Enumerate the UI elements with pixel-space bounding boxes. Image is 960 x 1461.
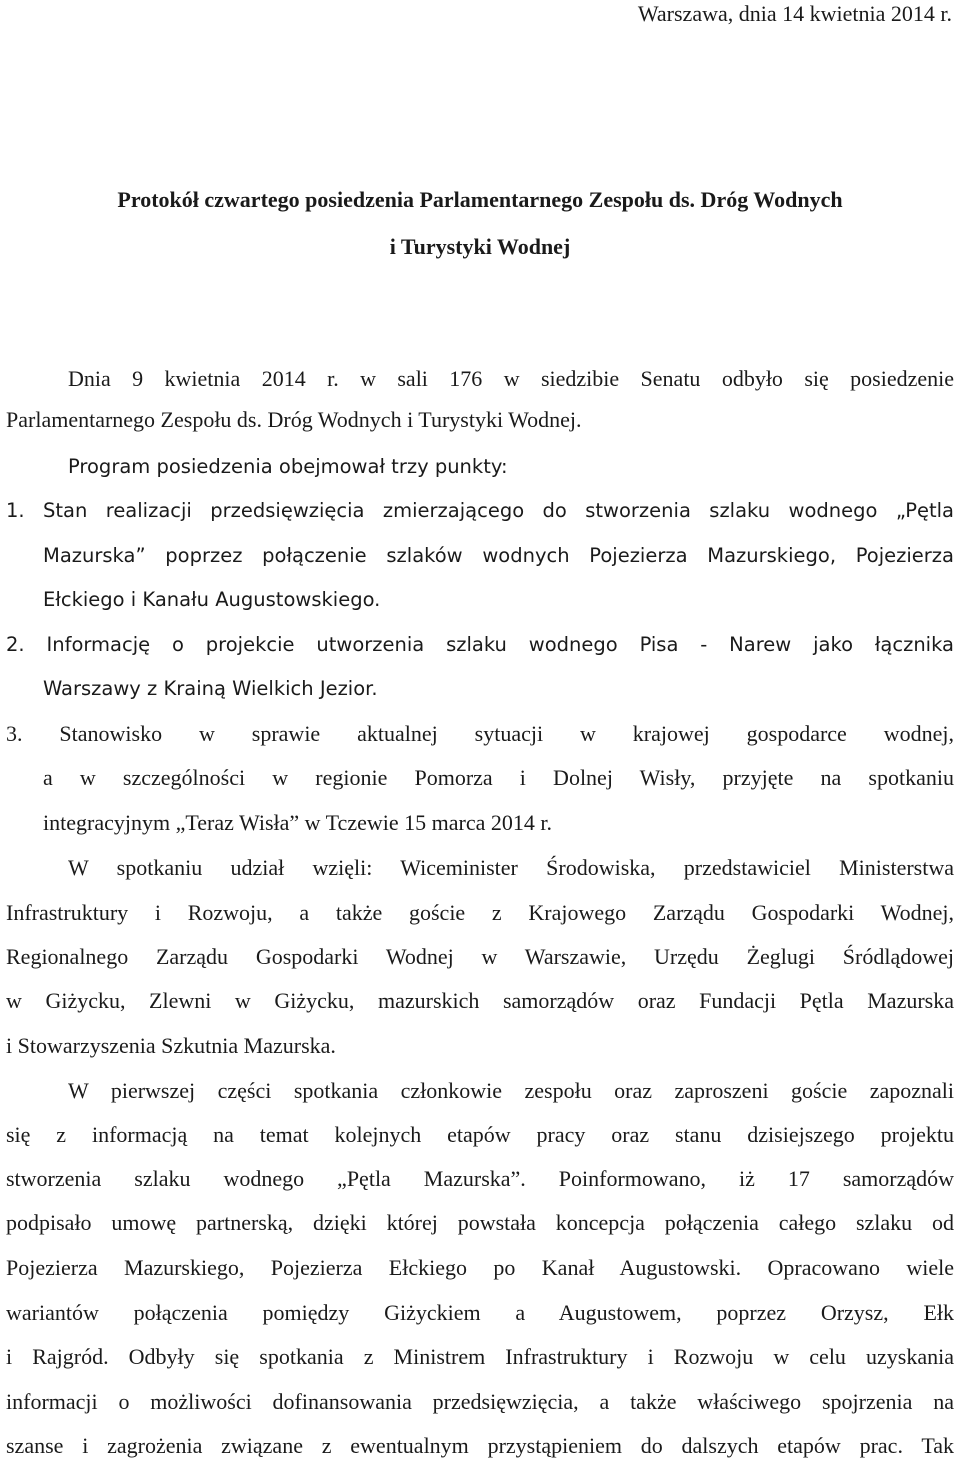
- paragraph-2-line-5: Pojezierza Mazurskiego, Pojezierza Ełckiego po Kanał Augustowski. Opracowano wiele: [6, 1255, 954, 1280]
- program-item-3-line-3: integracyjnym „Teraz Wisła” w Tczewie 15 marca 2014 r.: [43, 810, 552, 835]
- paragraph-2-line-7: i Rajgród. Odbyły się spotkania z Ministrem Infrastruktury i Rozwoju w celu uzyskania: [6, 1344, 954, 1369]
- paragraph-2-line-9: szanse i zagrożenia związane z ewentualnym przystąpieniem do dalszych etapów prac. Tak: [6, 1433, 954, 1458]
- paragraph-1-line-3: Regionalnego Zarządu Gospodarki Wodnej w Warszawie, Urzędu Żeglugi Śródlądowej: [6, 944, 954, 969]
- document-title-line-1: Protokół czwartego posiedzenia Parlamentarnego Zespołu ds. Dróg Wodnych: [117, 187, 843, 212]
- program-item-1-line-1: 1. Stan realizacji przedsięwzięcia zmierzającego do stworzenia szlaku wodnego „Pętla: [6, 499, 954, 522]
- paragraph-2-line-6: wariantów połączenia pomiędzy Giżyckiem a Augustowem, poprzez Orzysz, Ełk: [6, 1300, 954, 1325]
- program-item-3-line-2: a w szczególności w regionie Pomorza i Dolnej Wisły, przyjęte na spotkaniu: [43, 765, 954, 790]
- program-item-1-line-2: Mazurska” poprzez połączenie szlaków wodnych Pojezierza Mazurskiego, Pojezierza: [43, 544, 954, 567]
- paragraph-2-line-8: informacji o możliwości dofinansowania przedsięwzięcia, a także właściwego spojrzenia na: [6, 1389, 954, 1414]
- document-title-line-2: i Turystyki Wodnej: [389, 234, 571, 259]
- program-item-3-line-1: 3. Stanowisko w sprawie aktualnej sytuacji w krajowej gospodarce wodnej,: [6, 721, 954, 746]
- program-item-1-line-3: Ełckiego i Kanału Augustowskiego.: [43, 588, 381, 611]
- paragraph-1-line-4: w Giżycku, Zlewni w Giżycku, mazurskich samorządów oraz Fundacji Pętla Mazurska: [6, 988, 954, 1013]
- paragraph-1-line-5: i Stowarzyszenia Szkutnia Mazurska.: [6, 1033, 336, 1058]
- intro-line-2: Parlamentarnego Zespołu ds. Dróg Wodnych i Turystyki Wodnej.: [6, 407, 582, 432]
- paragraph-2-line-1: W pierwszej części spotkania członkowie zespołu oraz zaproszeni goście zapoznali: [68, 1078, 954, 1103]
- program-item-2-line-2: Warszawy z Krainą Wielkich Jezior.: [43, 677, 378, 700]
- program-item-2-line-1: 2. Informację o projekcie utworzenia szlaku wodnego Pisa - Narew jako łącznika: [6, 633, 954, 656]
- document-date: Warszawa, dnia 14 kwietnia 2014 r.: [637, 1, 952, 26]
- paragraph-1-line-1: W spotkaniu udział wzięli: Wiceminister Środowiska, przedstawiciel Ministerstwa: [68, 855, 954, 880]
- paragraph-2-line-2: się z informacją na temat kolejnych etapów pracy oraz stanu dzisiejszego projektu: [6, 1122, 954, 1147]
- paragraph-1-line-2: Infrastruktury i Rozwoju, a także goście z Krajowego Zarządu Gospodarki Wodnej,: [6, 900, 954, 925]
- program-intro: Program posiedzenia obejmował trzy punkty:: [68, 455, 508, 478]
- paragraph-2-line-4: podpisało umowę partnerską, dzięki której powstała koncepcja połączenia całego szlaku od: [6, 1210, 954, 1235]
- paragraph-2-line-3: stworzenia szlaku wodnego „Pętla Mazurska”. Poinformowano, iż 17 samorządów: [6, 1166, 954, 1191]
- intro-line-1: Dnia 9 kwietnia 2014 r. w sali 176 w siedzibie Senatu odbyło się posiedzenie: [68, 366, 954, 391]
